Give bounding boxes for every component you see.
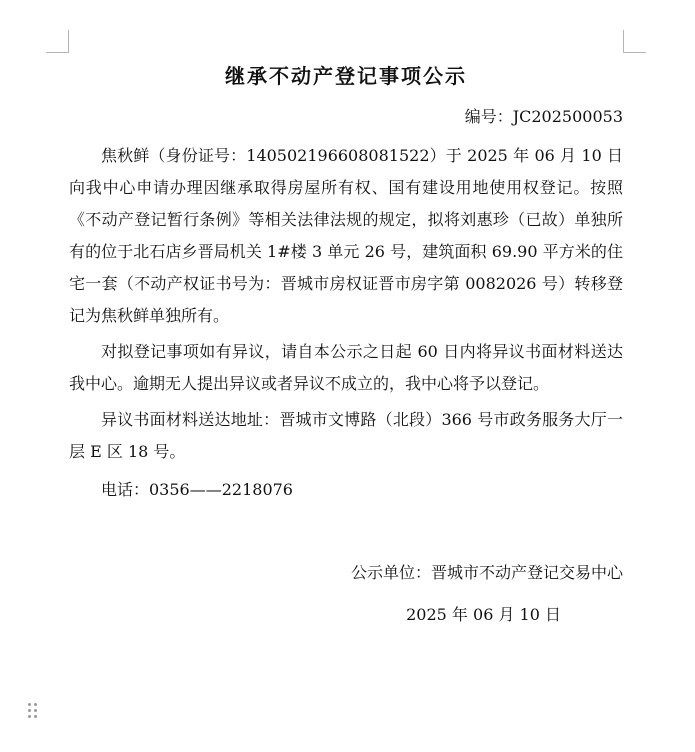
page-margin-corner-top-left — [46, 30, 69, 53]
paragraph-phone: 电话：0356——2218076 — [101, 480, 293, 499]
document-number: 编号：JC202500053 — [464, 107, 623, 126]
signature-date: 2025 年 06 月 10 日 — [406, 605, 561, 624]
document-title: 继承不动产登记事项公示 — [225, 64, 467, 88]
signature-organization: 公示单位：晋城市不动产登记交易中心 — [350, 563, 623, 582]
document-body — [69, 60, 623, 630]
paragraph-objection: 对拟登记事项如有异议，请自本公示之日起 60 日内将异议书面材料送达我中心。逾期无人提出异议或者异议不成立的，我中心将予以登记。 — [69, 342, 623, 393]
paragraph-application: 焦秋鲜（身份证号：140502196608081522）于 2025 年 06 月 10 日向我中心申请办理因继承取得房屋所有权、国有建设用地使用权登记。按照《不动产登记暂行条例》等相关法律法规的规定，拟将刘惠珍（已故）单独所有的位于北石店乡晋局机关 1#楼 3 单元 26 号，建筑面积 69.90 平方米的住宅一套（不动产权证书号为：晋城市房权证晋市房字第 0082026 号）转移登记为焦秋鲜单独所有。 — [69, 146, 623, 325]
drag-handle-icon[interactable] — [27, 701, 39, 721]
page-margin-corner-top-right — [623, 30, 646, 53]
paragraph-address: 异议书面材料送达地址：晋城市文博路（北段）366 号市政务服务大厅一层 E 区 18 号。 — [69, 410, 623, 461]
